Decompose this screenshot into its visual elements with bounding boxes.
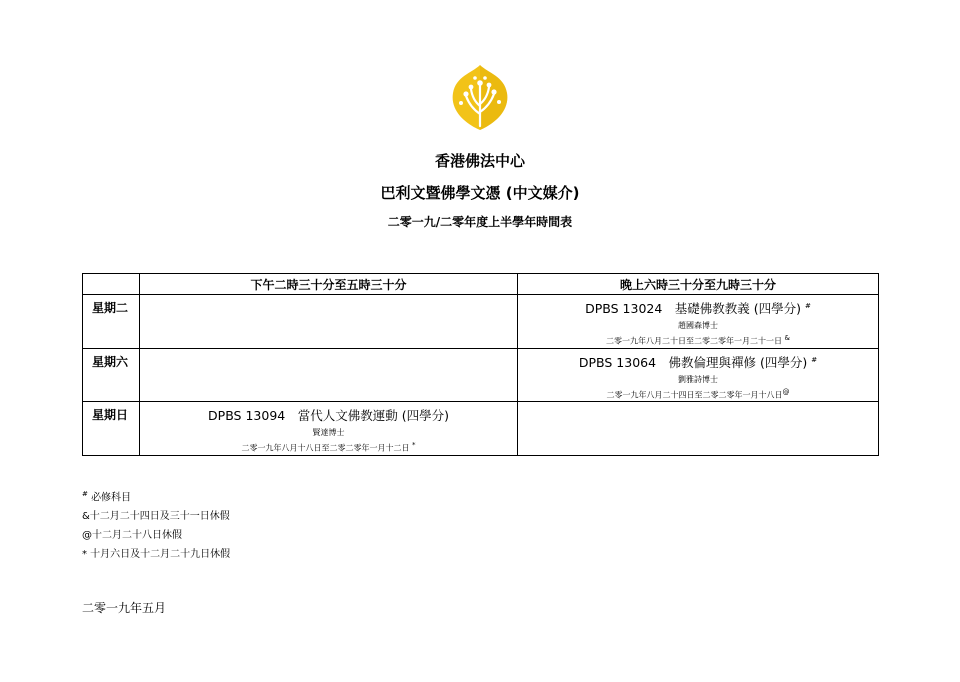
header-afternoon: 下午二時三十分至五時三十分 (140, 274, 518, 295)
required-mark: # (805, 301, 811, 310)
table-header-row (83, 274, 879, 295)
holiday-mark: @ (782, 387, 790, 396)
course-name: DPBS 13024 基礎佛教教義 (四學分) # (585, 301, 811, 316)
course-cell (140, 402, 518, 456)
empty-cell (518, 402, 879, 456)
course-teacher: 趙國森博士 (678, 321, 718, 330)
day-label: 星期二 (83, 295, 140, 349)
table-row (83, 295, 879, 349)
bodhi-leaf-logo (448, 62, 512, 132)
course-cell (518, 295, 879, 349)
footnote-holiday-tue: &十二月二十四日及三十一日休假 (82, 511, 230, 523)
program-title: 巴利文暨佛學文憑 (中文媒介) (380, 184, 580, 202)
holiday-mark: & (784, 334, 790, 342)
empty-cell (140, 295, 518, 349)
holiday-mark: * (412, 441, 416, 450)
course-teacher: 賢達博士 (312, 428, 345, 438)
day-label: 星期六 (83, 348, 140, 402)
header-corner (83, 274, 140, 295)
empty-cell (140, 348, 518, 402)
course-dates: 二零一九年八月二十四日至二零二零年一月十八日@ (606, 387, 790, 400)
course-teacher: 劉雅詩博士 (678, 374, 718, 384)
table-row (83, 402, 879, 456)
org-name: 香港佛法中心 (434, 152, 525, 170)
timetable-subtitle: 二零一九/二零年度上半學年時間表 (387, 215, 573, 229)
course-name: DPBS 13064 佛教倫理與禪修 (四學分) # (578, 354, 818, 370)
footnote-holiday-sun: * 十月六日及十二月二十九日休假 (82, 549, 231, 561)
footnote-required: # 必修科目 (82, 490, 132, 504)
header-evening: 晚上六時三十分至九時三十分 (518, 274, 879, 295)
course-dates: 二零一九年八月十八日至二零二零年一月十二日 * (241, 441, 416, 453)
required-mark: # (811, 355, 818, 364)
issue-date: 二零一九年五月 (82, 601, 167, 615)
day-label: 星期日 (83, 402, 140, 456)
timetable (82, 273, 879, 456)
footnotes (82, 485, 230, 564)
course-cell (518, 348, 879, 402)
course-dates: 二零一九年八月二十日至二零二零年一月二十一日 & (605, 334, 790, 346)
course-name: DPBS 13094 當代人文佛教運動 (四學分) (208, 408, 449, 424)
footnote-holiday-sat: @十二月二十八日休假 (82, 530, 182, 542)
table-row (83, 348, 879, 402)
